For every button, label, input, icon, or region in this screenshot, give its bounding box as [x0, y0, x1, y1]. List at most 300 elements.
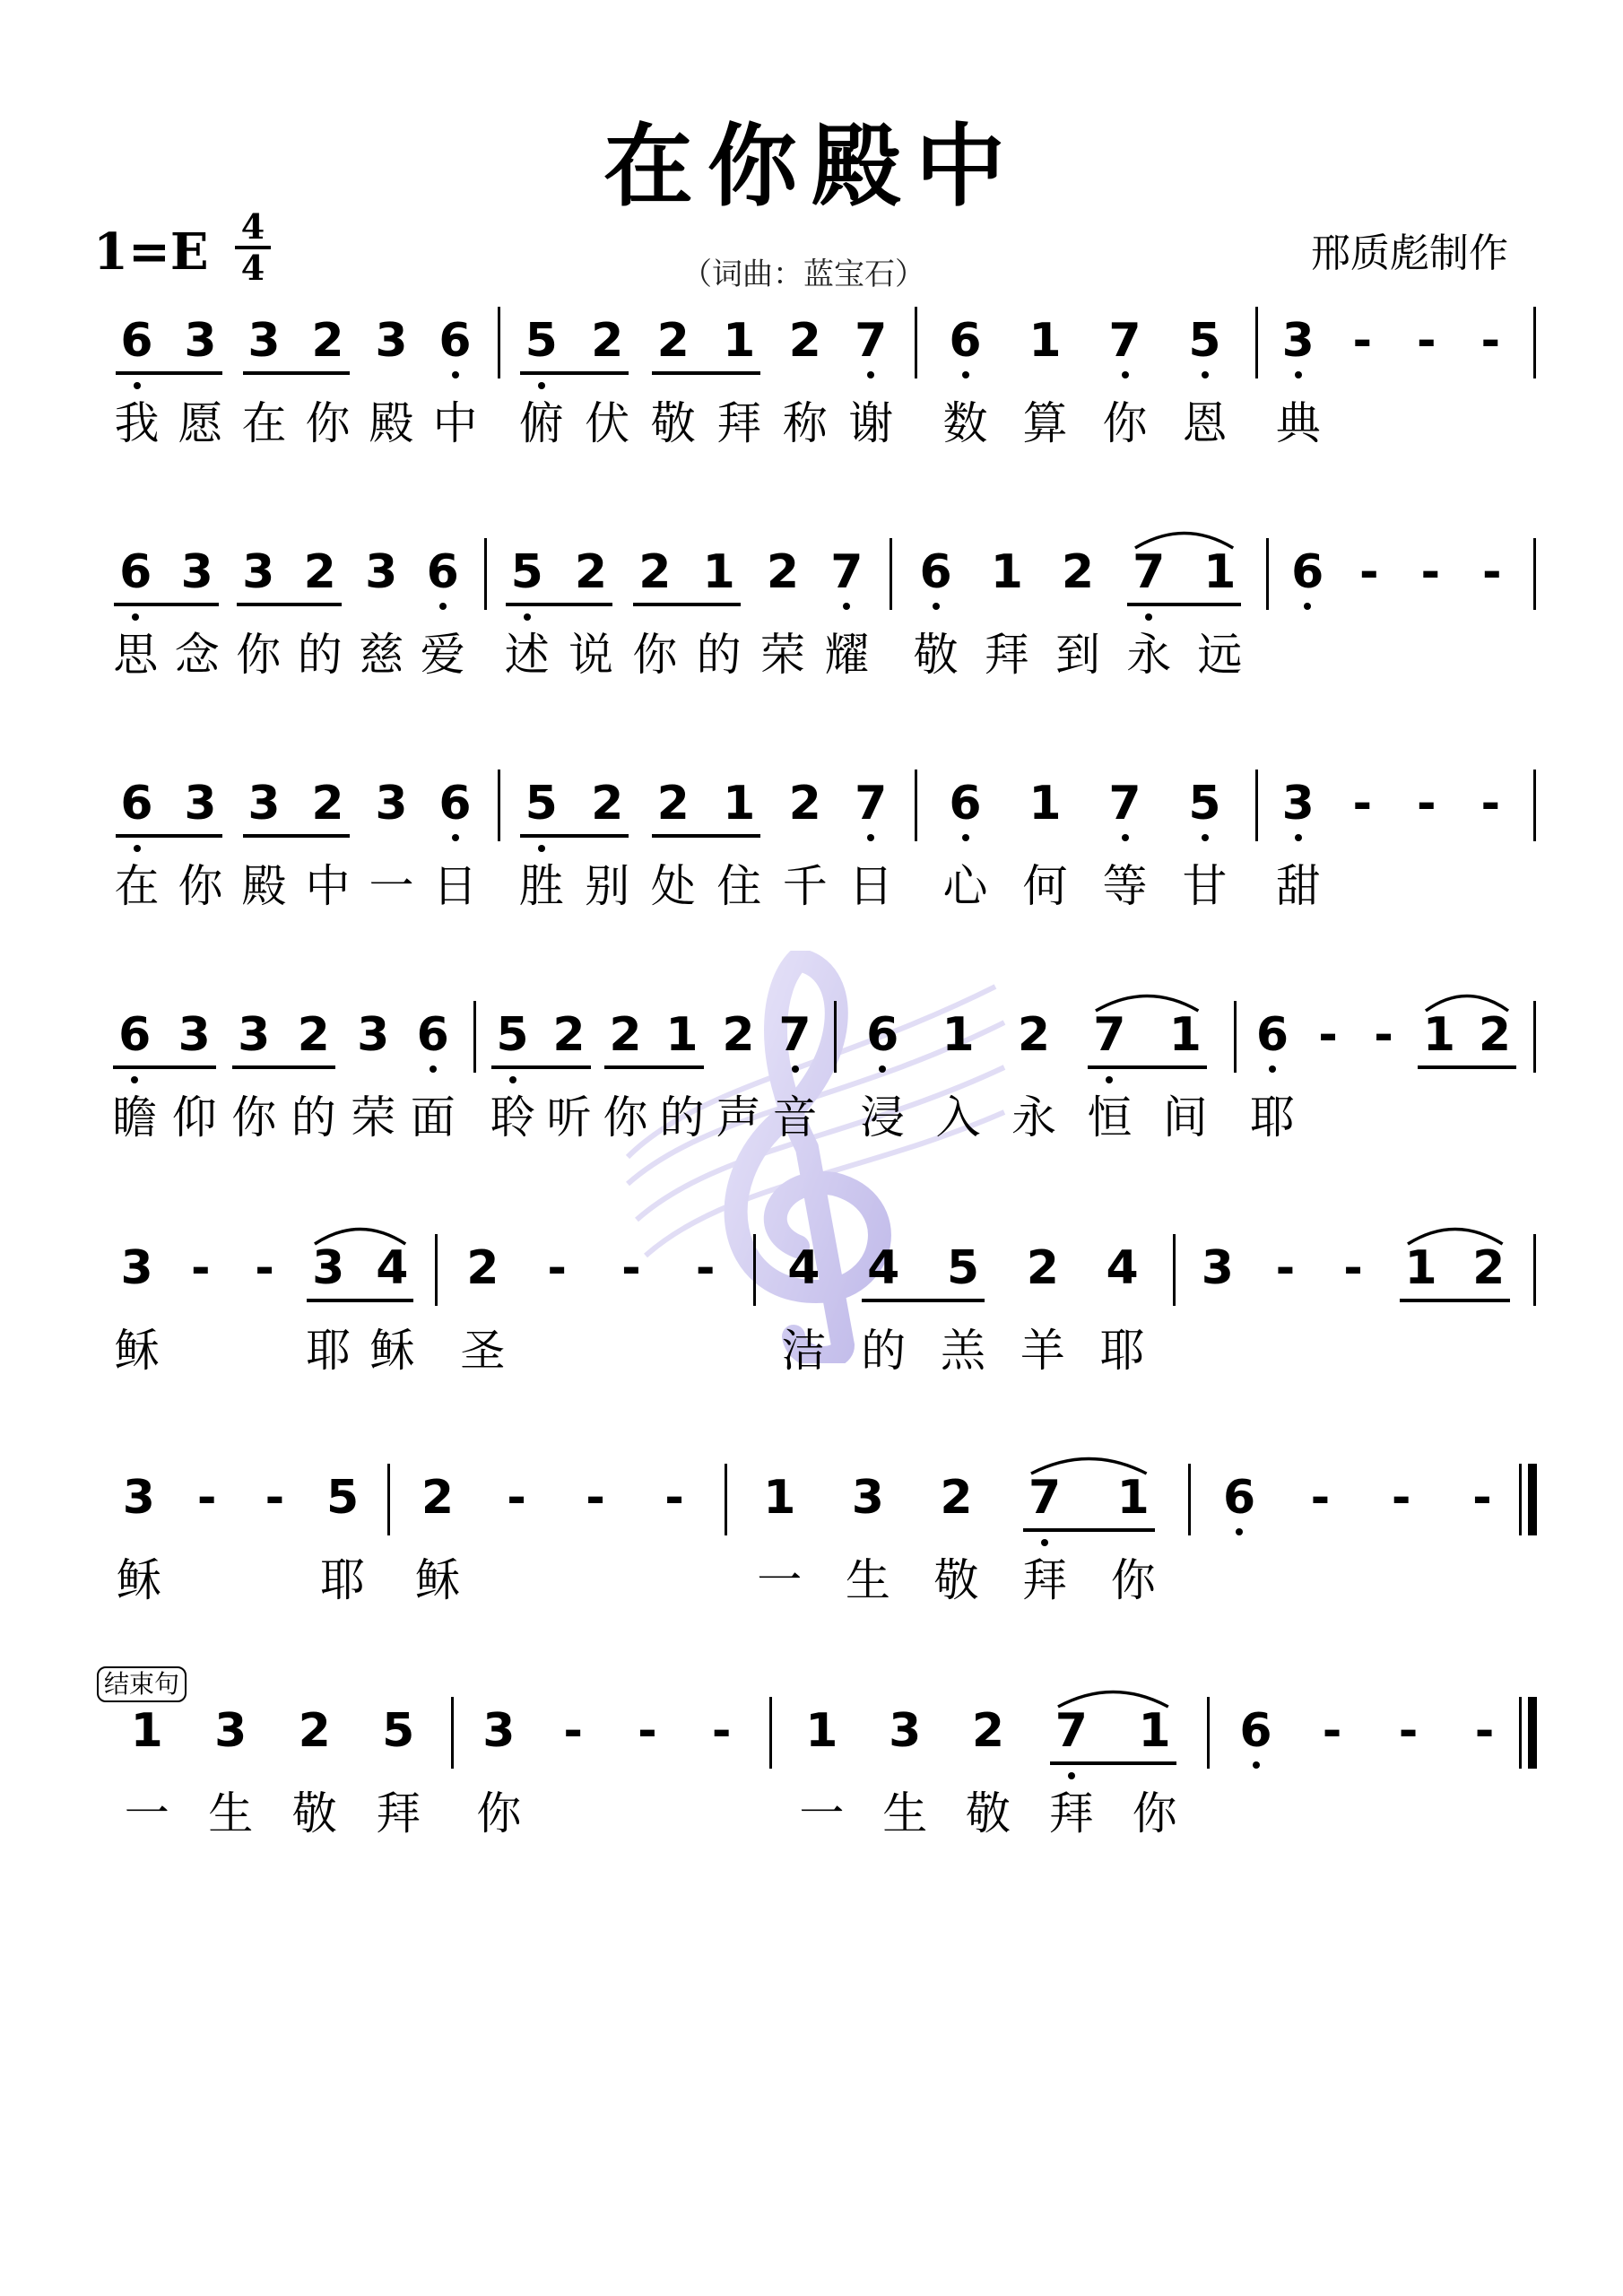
lyric-syllable: 你	[1110, 1554, 1156, 1606]
note-digit: 7	[1108, 777, 1141, 831]
note-digit: 1	[1422, 1008, 1456, 1062]
note-digit: 5	[1188, 314, 1221, 368]
note-digit: 2	[638, 545, 672, 599]
note-digit: 2	[766, 545, 800, 599]
sustain-dash: -	[1374, 1008, 1393, 1062]
note-digit: 1	[1116, 1471, 1150, 1525]
low-octave-dot	[452, 371, 459, 378]
eighth-underline	[652, 371, 761, 375]
slur-arc	[1405, 1220, 1506, 1247]
lyric-syllable: 稣	[369, 1325, 415, 1377]
note-digit: 2	[1026, 1241, 1059, 1295]
barline	[834, 1001, 837, 1073]
note-digit: 2	[656, 777, 690, 831]
note-digit: 6	[1223, 1471, 1256, 1525]
note-digit: 3	[247, 314, 281, 368]
lyric-syllable: 胜	[518, 860, 564, 912]
lyric-syllable: 爱	[420, 629, 465, 681]
note-digit: 6	[118, 1008, 152, 1062]
lyric-syllable: 的	[861, 1325, 907, 1377]
lyric-syllable: 生	[882, 1787, 928, 1839]
low-octave-dot	[524, 613, 531, 621]
note-digit: 3	[184, 314, 217, 368]
note-digit: 6	[119, 545, 152, 599]
lyric-syllable: 谢	[848, 397, 894, 449]
low-octave-dot	[1236, 1528, 1243, 1535]
sustain-dash: -	[1352, 314, 1373, 368]
slur-arc	[1055, 1683, 1171, 1709]
sustain-dash: -	[1352, 777, 1373, 831]
note-digit: 7	[855, 314, 888, 368]
low-octave-dot	[134, 382, 141, 389]
sustain-dash: -	[695, 1241, 716, 1295]
lyric-syllable: 愿	[178, 397, 223, 449]
note-digit: 7	[1093, 1008, 1126, 1062]
sustain-dash: -	[1318, 1008, 1338, 1062]
slur-arc	[312, 1220, 408, 1247]
note-digit: 2	[971, 1704, 1005, 1758]
lyric-syllable: 敬	[966, 1787, 1011, 1839]
barline	[1173, 1234, 1176, 1306]
time-signature-bottom: 4	[240, 248, 265, 288]
lyric-syllable: 在	[241, 397, 287, 449]
eighth-underline	[633, 603, 740, 606]
low-octave-dot	[792, 1065, 799, 1073]
lyric-syllable: 生	[845, 1554, 890, 1606]
note-digit: 3	[122, 1471, 155, 1525]
slur-arc	[1423, 987, 1511, 1013]
lyric-syllable: 伏	[585, 397, 630, 449]
note-digit: 6	[426, 545, 459, 599]
slur-arc	[1028, 1449, 1150, 1476]
lyric-syllable: 拜	[1022, 1554, 1068, 1606]
lyric-syllable: 生	[208, 1787, 254, 1839]
barline	[1533, 307, 1536, 378]
eighth-underline	[520, 834, 629, 838]
barline	[769, 1697, 772, 1769]
note-digit: 7	[1108, 314, 1141, 368]
barline	[387, 1464, 390, 1535]
low-octave-dot	[1269, 1065, 1276, 1073]
note-digit: 4	[1106, 1241, 1139, 1295]
lyric-syllable: 的	[297, 629, 343, 681]
lyric-syllable: 耶	[306, 1325, 352, 1377]
eighth-underline	[307, 1299, 413, 1302]
lyric-syllable: 敬	[933, 1554, 979, 1606]
barline	[915, 770, 917, 841]
note-digit: 2	[311, 777, 344, 831]
eighth-underline	[1400, 1299, 1511, 1302]
low-octave-dot	[452, 834, 459, 841]
slur-arc	[1093, 987, 1201, 1013]
low-octave-dot	[1202, 834, 1209, 841]
note-digit: 3	[482, 1704, 516, 1758]
lyric-syllable: 一	[799, 1787, 845, 1839]
note-digit: 2	[1478, 1008, 1512, 1062]
barline	[498, 307, 500, 378]
note-digit: 3	[312, 1241, 345, 1295]
lyric-syllable: 拜	[984, 629, 1029, 681]
low-octave-dot	[1106, 1076, 1113, 1083]
barline	[1533, 1001, 1536, 1073]
low-octave-dot	[962, 834, 969, 841]
sustain-dash: -	[1416, 777, 1436, 831]
lyric-syllable: 数	[942, 397, 988, 449]
note-digit: 7	[1028, 1471, 1062, 1525]
lyric-syllable: 日	[848, 860, 894, 912]
note-digit: 3	[1281, 314, 1315, 368]
note-digit: 2	[421, 1471, 455, 1525]
note-digit: 1	[1404, 1241, 1437, 1295]
barline	[484, 538, 487, 610]
note-digit: 5	[1188, 777, 1221, 831]
eighth-underline	[1023, 1528, 1155, 1532]
note-digit: 7	[1055, 1704, 1088, 1758]
time-signature-top: 4	[240, 206, 265, 247]
time-signature	[235, 206, 271, 288]
sustain-dash: -	[711, 1704, 732, 1758]
sustain-dash: -	[638, 1704, 657, 1758]
eighth-underline	[232, 1065, 335, 1069]
sustain-dash: -	[1398, 1704, 1419, 1758]
low-octave-dot	[509, 1076, 516, 1083]
lyric-syllable: 耶	[1250, 1091, 1295, 1144]
lyric-syllable: 敬	[291, 1787, 337, 1839]
sustain-dash: -	[1474, 1704, 1495, 1758]
low-octave-dot	[1304, 603, 1311, 610]
barline	[1533, 1234, 1536, 1306]
note-digit: 5	[326, 1471, 360, 1525]
note-digit: 2	[1472, 1241, 1506, 1295]
lyric-syllable: 稣	[114, 1325, 160, 1377]
sustain-dash: -	[191, 1241, 211, 1295]
lyric-syllable: 你	[236, 629, 282, 681]
lyric-syllable: 拜	[1048, 1787, 1094, 1839]
note-digit: 1	[1168, 1008, 1202, 1062]
lyric-syllable: 永	[1126, 629, 1172, 681]
lyric-syllable: 你	[632, 629, 678, 681]
lyric-syllable: 的	[291, 1091, 336, 1144]
note-digit: 6	[1291, 545, 1324, 599]
barline	[890, 538, 892, 610]
sustain-dash: -	[1420, 545, 1441, 599]
eighth-underline	[520, 371, 629, 375]
sustain-dash: -	[1480, 314, 1501, 368]
lyric-syllable: 等	[1102, 860, 1148, 912]
lyric-syllable: 声	[716, 1091, 761, 1144]
lyric-syllable: 称	[782, 397, 828, 449]
eighth-underline	[116, 371, 222, 375]
lyric-syllable: 的	[659, 1091, 705, 1144]
lyric-syllable: 一	[124, 1787, 169, 1839]
eighth-underline	[116, 834, 222, 838]
note-digit: 5	[525, 314, 558, 368]
note-digit: 2	[303, 545, 336, 599]
lyric-syllable: 心	[942, 860, 988, 912]
lyric-syllable: 中	[305, 860, 351, 912]
barline	[1519, 1697, 1522, 1769]
note-digit: 2	[297, 1008, 330, 1062]
note-digit: 1	[723, 314, 756, 368]
lyric-syllable: 耶	[320, 1554, 366, 1606]
staff-system	[0, 545, 1623, 725]
note-digit: 3	[120, 1241, 153, 1295]
note-digit: 6	[120, 777, 153, 831]
lyric-syllable: 羔	[941, 1325, 985, 1377]
eighth-underline	[243, 371, 350, 375]
lyric-syllable: 恒	[1087, 1091, 1133, 1144]
eighth-underline	[604, 1065, 704, 1069]
eighth-underline	[113, 1065, 216, 1069]
note-digit: 1	[723, 777, 756, 831]
note-digit: 2	[311, 314, 344, 368]
staff-system	[0, 777, 1623, 956]
note-digit: 6	[438, 314, 472, 368]
lyric-syllable: 思	[113, 629, 159, 681]
lyric-syllable: 拜	[376, 1787, 421, 1839]
note-digit: 2	[466, 1241, 499, 1295]
lyric-syllable: 何	[1022, 860, 1068, 912]
low-octave-dot	[1068, 1772, 1075, 1779]
lyric-syllable: 耶	[1099, 1325, 1145, 1377]
lyric-syllable: 你	[231, 1091, 277, 1144]
lyric-syllable: 说	[568, 629, 613, 681]
sustain-dash: -	[1480, 777, 1501, 831]
note-digit: 7	[855, 777, 888, 831]
lyric-syllable: 典	[1275, 397, 1321, 449]
note-digit: 3	[1201, 1241, 1234, 1295]
eighth-underline	[114, 603, 219, 606]
lyric-syllable: 永	[1011, 1091, 1056, 1144]
lyric-syllable: 算	[1022, 397, 1068, 449]
lyric-syllable: 瞻	[112, 1091, 158, 1144]
lyric-syllable: 念	[174, 629, 220, 681]
note-digit: 2	[788, 314, 821, 368]
low-octave-dot	[131, 1076, 138, 1083]
lyric-syllable: 仰	[171, 1091, 217, 1144]
note-digit: 7	[1133, 545, 1166, 599]
eighth-underline	[652, 834, 761, 838]
low-octave-dot	[134, 845, 141, 852]
sustain-dash: -	[563, 1704, 583, 1758]
final-barline	[1528, 1464, 1537, 1535]
lyric-syllable: 日	[432, 860, 478, 912]
credit-line: （词曲：蓝宝石）	[681, 257, 925, 292]
note-digit: 6	[1239, 1704, 1272, 1758]
eighth-underline	[1418, 1065, 1516, 1069]
sustain-dash: -	[586, 1471, 605, 1525]
lyric-syllable: 甘	[1182, 860, 1228, 912]
note-digit: 6	[949, 314, 982, 368]
low-octave-dot	[1122, 371, 1129, 378]
note-digit: 2	[298, 1704, 331, 1758]
barline	[435, 1234, 438, 1306]
sustain-dash: -	[1358, 545, 1379, 599]
note-digit: 2	[656, 314, 690, 368]
lyric-syllable: 羊	[1020, 1325, 1065, 1377]
note-digit: 1	[1028, 314, 1062, 368]
low-octave-dot	[962, 371, 969, 378]
lyric-syllable: 你	[1132, 1787, 1177, 1839]
note-digit: 3	[238, 1008, 271, 1062]
barline	[1234, 1001, 1237, 1073]
note-digit: 1	[130, 1704, 163, 1758]
low-octave-dot	[538, 382, 545, 389]
eighth-underline	[506, 603, 612, 606]
lyric-syllable: 千	[782, 860, 828, 912]
low-octave-dot	[879, 1065, 886, 1073]
low-octave-dot	[1295, 834, 1302, 841]
low-octave-dot	[1295, 371, 1302, 378]
note-digit: 2	[609, 1008, 642, 1062]
note-digit: 7	[778, 1008, 812, 1062]
note-digit: 6	[1255, 1008, 1289, 1062]
barline	[1533, 538, 1536, 610]
barline	[1255, 307, 1258, 378]
note-digit: 3	[1281, 777, 1315, 831]
note-digit: 4	[787, 1241, 820, 1295]
lyric-syllable: 敬	[913, 629, 959, 681]
eighth-underline	[243, 834, 350, 838]
note-digit: 1	[665, 1008, 699, 1062]
note-digit: 7	[830, 545, 864, 599]
low-octave-dot	[430, 1065, 437, 1073]
lyric-syllable: 入	[935, 1091, 981, 1144]
lyric-syllable: 敬	[650, 397, 696, 449]
lyric-syllable: 音	[772, 1091, 818, 1144]
low-octave-dot	[538, 845, 545, 852]
sustain-dash: -	[1472, 1471, 1492, 1525]
key-signature: 1=E	[93, 222, 209, 282]
lyric-syllable: 你	[178, 860, 223, 912]
note-digit: 2	[1061, 545, 1095, 599]
note-digit: 6	[949, 777, 982, 831]
sustain-dash: -	[1322, 1704, 1342, 1758]
low-octave-dot	[439, 603, 447, 610]
lyric-syllable: 拜	[716, 397, 762, 449]
sustain-dash: -	[547, 1241, 567, 1295]
note-digit: 3	[180, 545, 213, 599]
low-octave-dot	[867, 371, 874, 378]
note-digit: 1	[702, 545, 735, 599]
lyric-syllable: 你	[603, 1091, 648, 1144]
barline	[753, 1234, 756, 1306]
final-barline	[1528, 1697, 1537, 1769]
lyric-syllable: 甜	[1275, 860, 1321, 912]
note-digit: 2	[591, 777, 624, 831]
note-digit: 1	[805, 1704, 838, 1758]
note-digit: 3	[178, 1008, 211, 1062]
barline	[498, 770, 500, 841]
sustain-dash: -	[664, 1471, 684, 1525]
lyric-syllable: 荣	[351, 1091, 396, 1144]
note-digit: 3	[375, 777, 408, 831]
barline	[451, 1697, 454, 1769]
note-digit: 3	[247, 777, 281, 831]
note-digit: 3	[214, 1704, 247, 1758]
low-octave-dot	[1041, 1539, 1048, 1546]
note-digit: 1	[763, 1471, 796, 1525]
note-digit: 2	[574, 545, 608, 599]
sustain-dash: -	[265, 1471, 285, 1525]
low-octave-dot	[1122, 834, 1129, 841]
lyric-syllable: 稣	[415, 1554, 460, 1606]
note-digit: 5	[946, 1241, 980, 1295]
eighth-underline	[1050, 1761, 1176, 1765]
note-digit: 1	[990, 545, 1023, 599]
note-digit: 1	[1203, 545, 1237, 599]
note-digit: 6	[416, 1008, 449, 1062]
note-digit: 3	[242, 545, 275, 599]
low-octave-dot	[933, 603, 940, 610]
lyric-syllable: 你	[476, 1787, 522, 1839]
note-digit: 3	[851, 1471, 884, 1525]
note-digit: 5	[496, 1008, 529, 1062]
lyric-syllable: 住	[716, 860, 762, 912]
lyric-syllable: 我	[114, 397, 160, 449]
note-digit: 2	[788, 777, 821, 831]
lyric-syllable: 俯	[518, 397, 564, 449]
staff-system	[0, 1008, 1623, 1187]
staff-system	[0, 314, 1623, 493]
sustain-dash: -	[1391, 1471, 1411, 1525]
low-octave-dot	[1253, 1761, 1260, 1769]
lyric-syllable: 到	[1055, 629, 1100, 681]
lyric-syllable: 述	[504, 629, 550, 681]
note-digit: 3	[375, 314, 408, 368]
sustain-dash: -	[1481, 545, 1502, 599]
sustain-dash: -	[1416, 314, 1436, 368]
barline	[915, 307, 917, 378]
lyric-syllable: 圣	[460, 1325, 506, 1377]
sustain-dash: -	[621, 1241, 641, 1295]
lyric-syllable: 恩	[1182, 397, 1228, 449]
barline	[725, 1464, 727, 1535]
note-digit: 3	[365, 545, 398, 599]
barline	[1207, 1697, 1210, 1769]
lyric-syllable: 处	[650, 860, 696, 912]
note-digit: 6	[438, 777, 472, 831]
lyric-syllable: 慈	[359, 629, 404, 681]
note-digit: 1	[1028, 777, 1062, 831]
lyric-syllable: 殿	[369, 397, 414, 449]
note-digit: 2	[722, 1008, 755, 1062]
sustain-dash: -	[196, 1471, 217, 1525]
lyric-syllable: 殿	[241, 860, 287, 912]
lyric-syllable: 你	[305, 397, 351, 449]
arranger-credit: 邢质彪制作	[1311, 230, 1508, 276]
lyric-syllable: 间	[1162, 1091, 1208, 1144]
lyric-syllable: 在	[114, 860, 160, 912]
note-digit: 2	[940, 1471, 973, 1525]
note-digit: 2	[552, 1008, 586, 1062]
lyric-syllable: 聆	[490, 1091, 535, 1144]
lyric-syllable: 的	[696, 629, 742, 681]
note-digit: 5	[525, 777, 558, 831]
barline	[1266, 538, 1269, 610]
note-digit: 2	[591, 314, 624, 368]
note-digit: 3	[889, 1704, 922, 1758]
sustain-dash: -	[1310, 1471, 1331, 1525]
barline	[473, 1001, 476, 1073]
lyric-syllable: 听	[546, 1091, 592, 1144]
staff-system	[0, 1704, 1623, 1883]
note-digit: 6	[919, 545, 952, 599]
lyric-syllable: 远	[1197, 629, 1243, 681]
note-digit: 4	[867, 1241, 900, 1295]
lyric-syllable: 耀	[824, 629, 870, 681]
sustain-dash: -	[255, 1241, 274, 1295]
